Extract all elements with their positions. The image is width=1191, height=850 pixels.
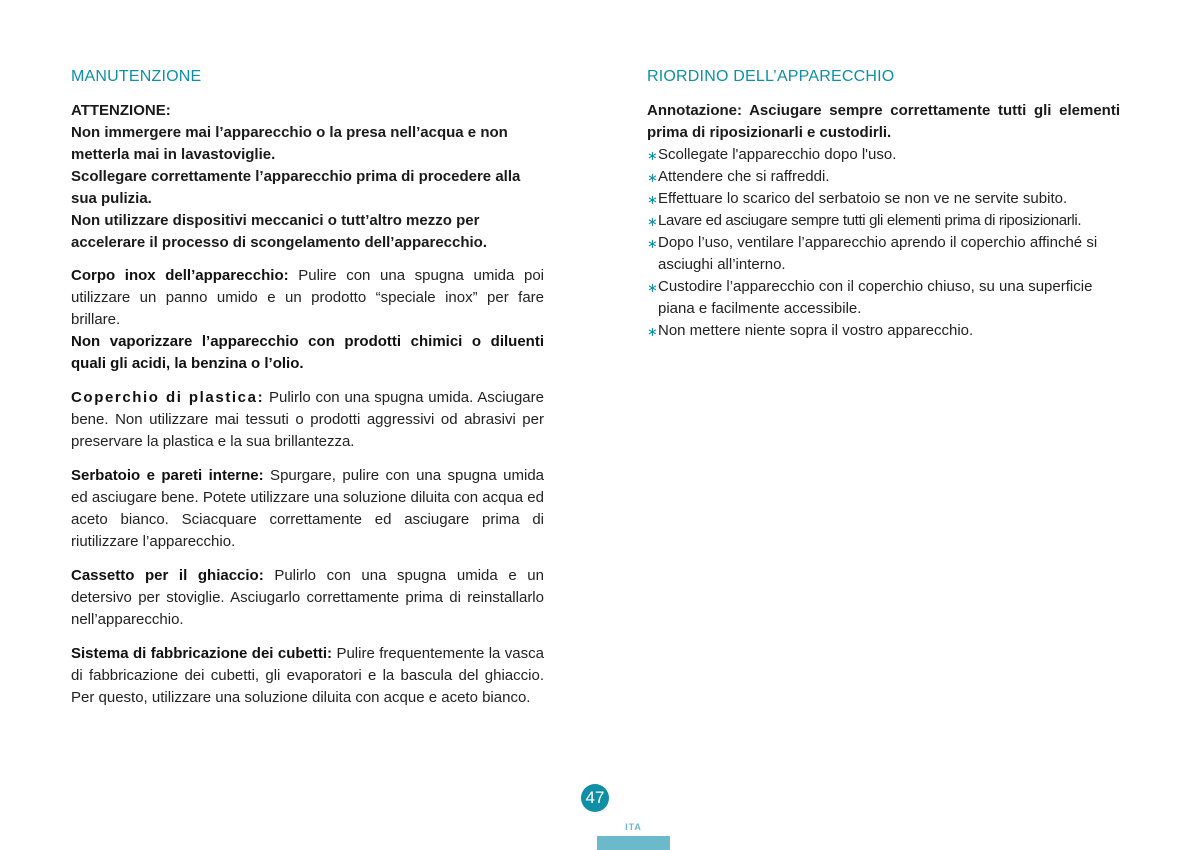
body-cleaning-warning: Non vaporizzare l’apparecchio con prodotti chimici o diluenti quali gli acidi, la benzina o l’olio. (71, 333, 544, 372)
list-item (647, 188, 1120, 210)
list-item-text: Effettuare lo scarico del serbatoio se non ve ne servite subito. (658, 190, 1068, 207)
maintenance-title: MANUTENZIONE (71, 68, 202, 85)
list-item (647, 166, 1120, 188)
asterisk-icon: ∗ (647, 324, 658, 339)
warning-heading: ATTENZIONE: (71, 102, 171, 119)
list-item (647, 276, 1120, 320)
language-tab (597, 836, 670, 850)
asterisk-icon: ∗ (647, 148, 658, 163)
asterisk-icon: ∗ (647, 192, 658, 207)
warning-line: Scollegare correttamente l’apparecchio prima di procedere alla sua pulizia. (71, 168, 521, 207)
storage-title: RIORDINO DELL’APPARECCHIO (647, 68, 895, 85)
list-item-text: Custodire l’apparecchio con il coperchio chiuso, su una superficie piana e facilmente accessibile. (658, 278, 1093, 317)
asterisk-icon: ∗ (647, 280, 658, 295)
list-item-text: Lavare ed asciugare sempre tutti gli elementi prima di riposizionarli. (658, 212, 1082, 229)
storage-list (647, 144, 1120, 342)
maintenance-section (71, 66, 544, 721)
body-cleaning-text: Pulire con una spugna umida poi utilizzare un panno umido e un prodotto “speciale inox” per fare brillare. (71, 267, 544, 328)
warning-line: Non utilizzare dispositivi meccanici o tutt’altro mezzo per accelerare il processo di scongelamento dell’apparecchio. (71, 212, 488, 251)
ice-system-paragraph (71, 643, 544, 709)
asterisk-icon: ∗ (647, 214, 658, 229)
list-item (647, 320, 1120, 342)
list-item-text: Scollegate l'apparecchio dopo l'uso. (658, 146, 897, 163)
list-item (647, 144, 1120, 166)
asterisk-icon: ∗ (647, 170, 658, 185)
lid-cleaning-label: Coperchio di plastica: (71, 389, 265, 406)
lid-cleaning-text: Pulirlo con una spugna umida. Asciugare bene. Non utilizzare mai tessuti o prodotti aggressivi od abrasivi per preservare la plastica e la sua brillantezza. (71, 389, 544, 450)
tank-cleaning-label: Serbatoio e pareti interne: (71, 467, 264, 484)
page-number: 47 (581, 784, 609, 812)
ice-system-label: Sistema di fabbricazione dei cubetti: (71, 645, 333, 662)
list-item (647, 210, 1120, 232)
tank-cleaning-paragraph (71, 465, 544, 553)
asterisk-icon: ∗ (647, 236, 658, 251)
ice-drawer-text: Pulirlo con una spugna umida e un detersivo per stoviglie. Asciugarlo correttamente prima di reinstallarlo nell’apparecchio. (71, 567, 544, 628)
list-item-text: Non mettere niente sopra il vostro apparecchio. (658, 322, 974, 339)
tank-cleaning-text: Spurgare, pulire con una spugna umida ed asciugare bene. Potete utilizzare una soluzione diluita con acqua ed aceto bianco. Sciacquare correttamente ed asciugare prima di riutilizzare l’apparecchio. (71, 467, 545, 550)
warning-line: Non immergere mai l’apparecchio o la presa nell’acqua e non metterla mai in lavastoviglie. (71, 124, 508, 163)
ice-drawer-label: Cassetto per il ghiaccio: (71, 567, 264, 584)
list-item-text: Dopo l’uso, ventilare l’apparecchio aprendo il coperchio affinché si asciughi all’interno. (658, 234, 1098, 273)
storage-note: Annotazione: Asciugare sempre correttamente tutti gli elementi prima di riposizionarli e custodirli. (647, 102, 1120, 141)
body-cleaning-label: Corpo inox dell’apparecchio: (71, 267, 289, 284)
body-cleaning-paragraph (71, 265, 544, 375)
warning-block (71, 100, 544, 254)
ice-system-text: Pulire frequentemente la vasca di fabbricazione dei cubetti, gli evaporatori e la bascula del ghiaccio. Per questo, utilizzare una soluzione diluita con acque e aceto bianco. (71, 645, 544, 706)
language-label: ITA (625, 822, 642, 832)
ice-drawer-paragraph (71, 565, 544, 631)
list-item-text: Attendere che si raffreddi. (658, 168, 830, 185)
storage-section (647, 66, 1120, 342)
lid-cleaning-paragraph (71, 387, 544, 453)
list-item (647, 232, 1120, 276)
